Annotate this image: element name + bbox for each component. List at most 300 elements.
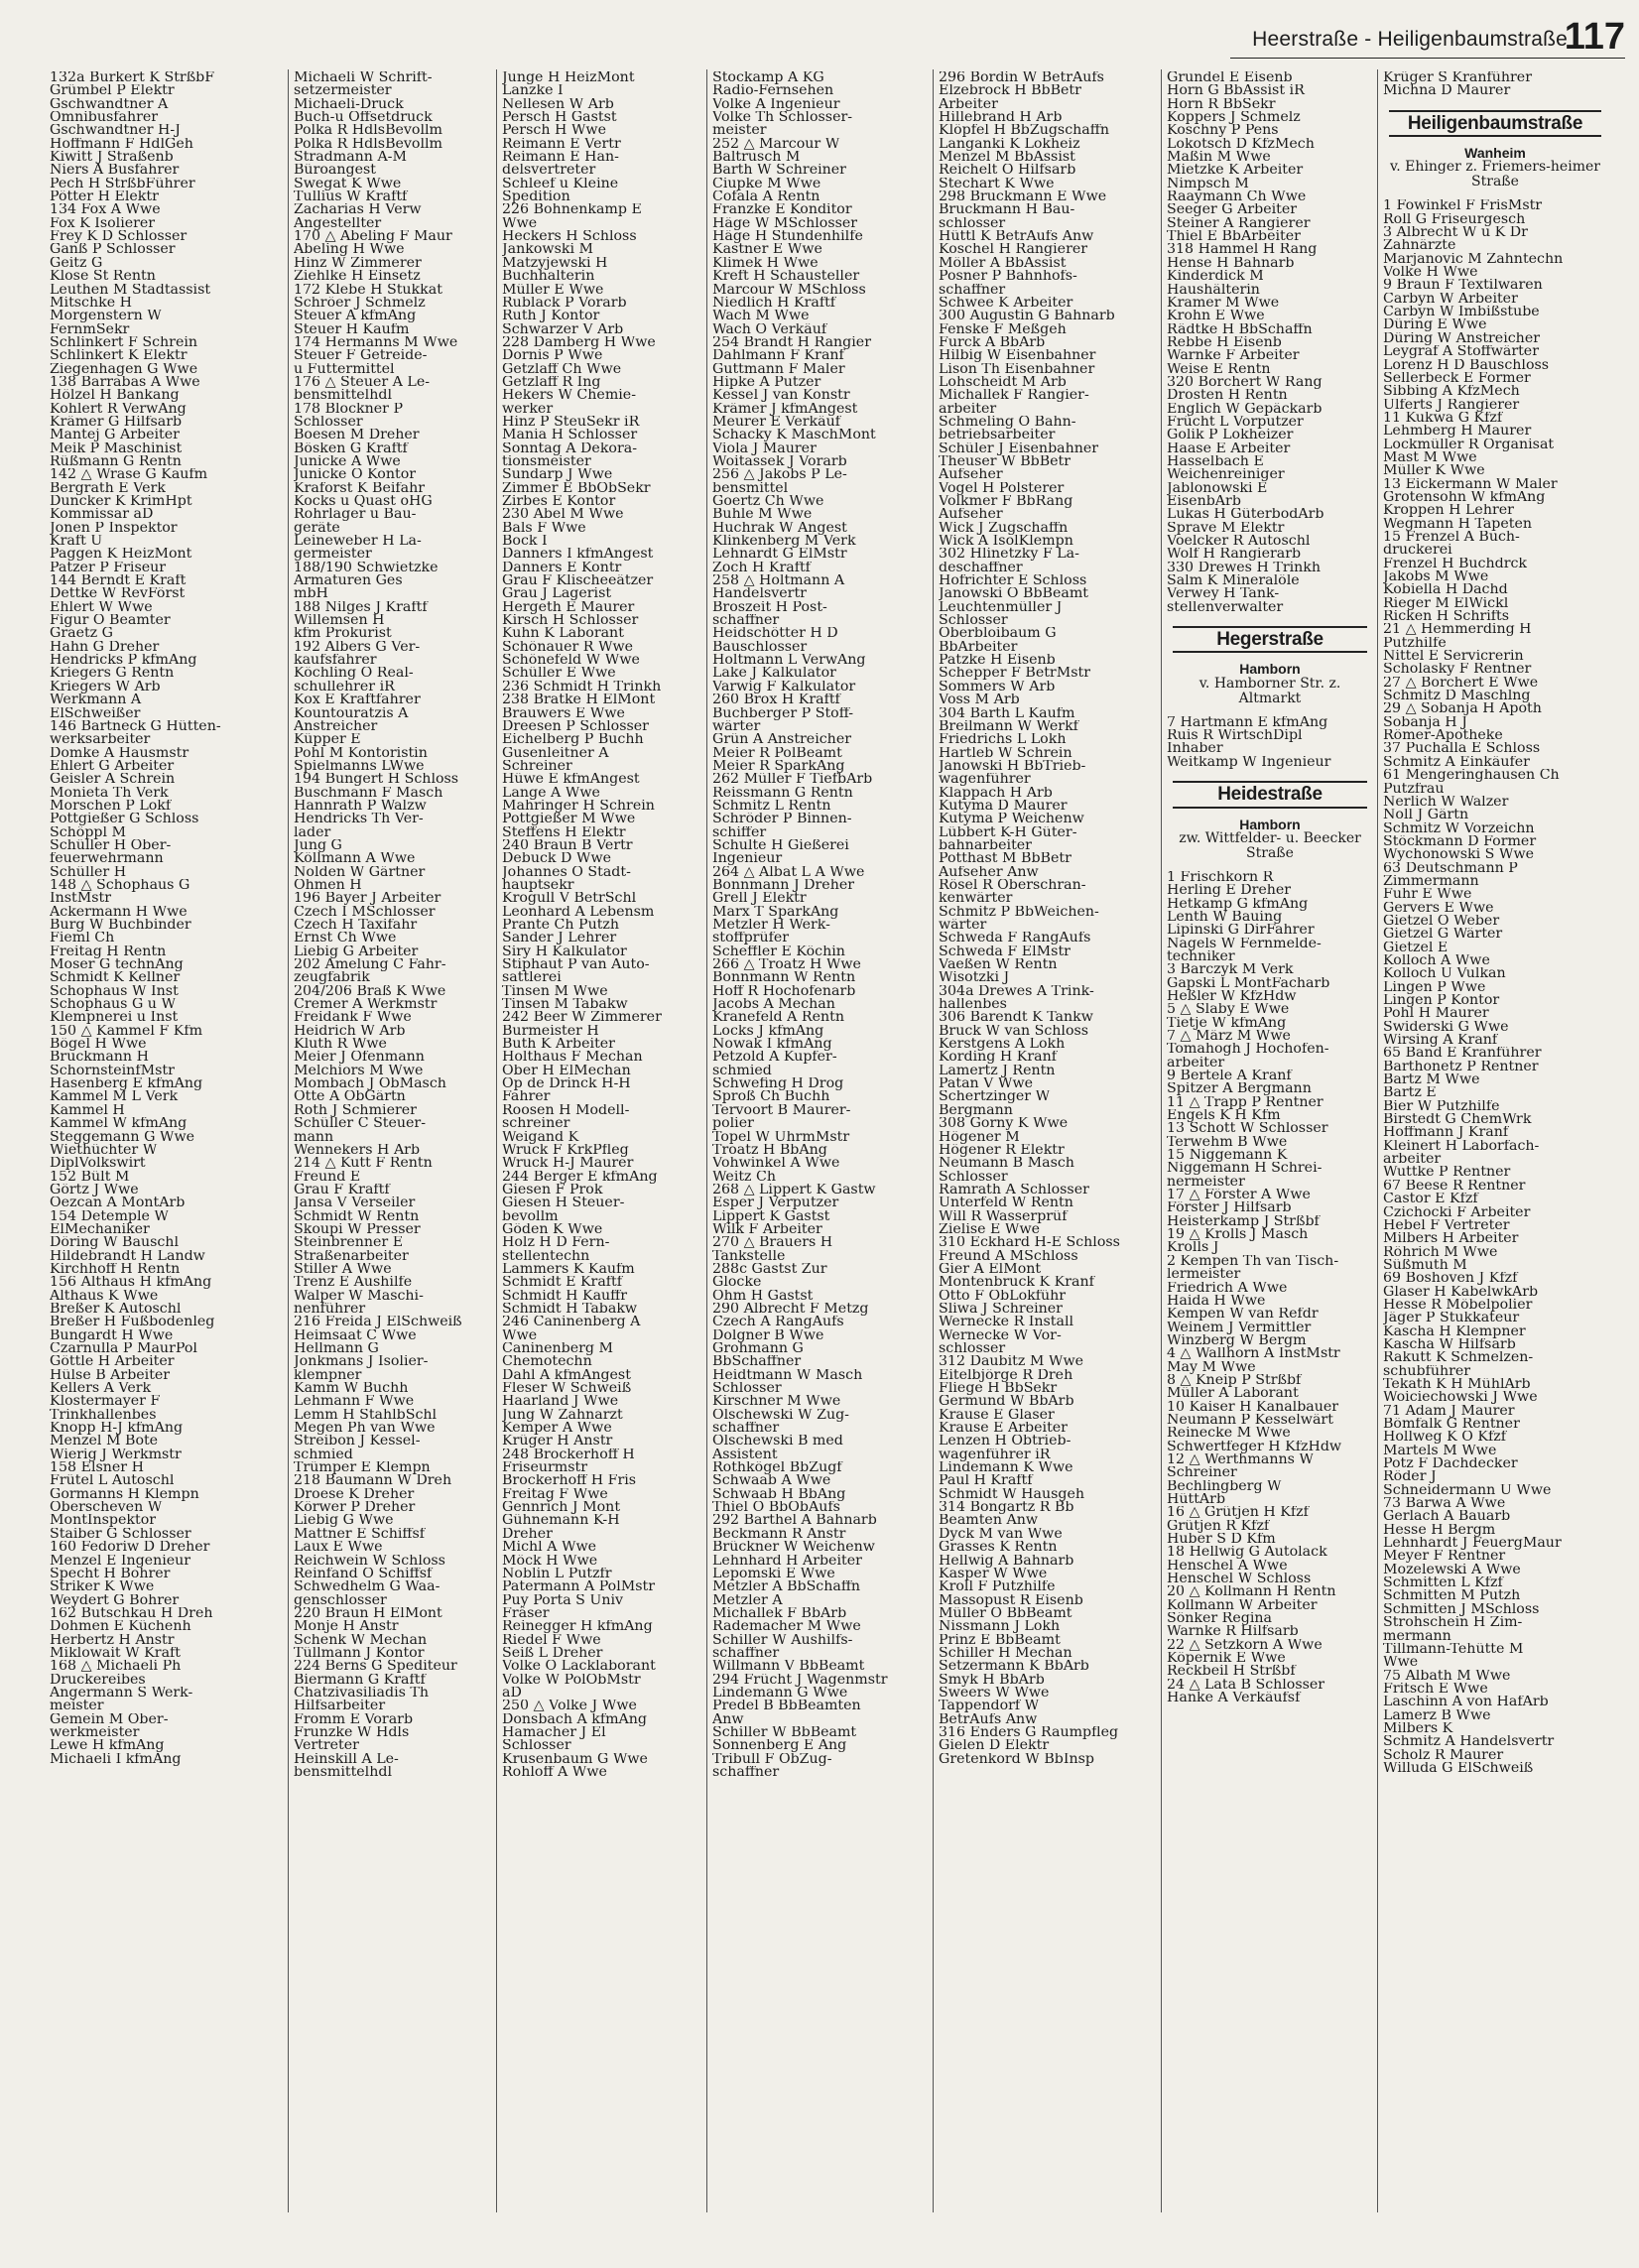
directory-entry: Klimek H Wwe bbox=[712, 256, 819, 271]
directory-entry: Neumann B Masch bbox=[939, 1157, 1074, 1171]
directory-entry: Kinderdick M bbox=[1167, 270, 1264, 284]
directory-entry: Mattner E Schiffsf bbox=[294, 1527, 426, 1542]
district-label: Wanheim bbox=[1464, 145, 1526, 162]
directory-entry: BbSchaffner bbox=[712, 1355, 802, 1369]
directory-entry: Lenzen H Obtrieb- bbox=[939, 1435, 1072, 1449]
directory-entry: Megen Ph van Wwe bbox=[294, 1422, 436, 1436]
directory-entry: 310 Eckhard H-E Schloss bbox=[939, 1236, 1120, 1250]
directory-entry: Ziegenhagen G Wwe bbox=[50, 362, 198, 376]
directory-entry: Lingen P Wwe bbox=[1383, 980, 1486, 994]
directory-entry: Rüßmann G Rentn bbox=[50, 454, 182, 469]
directory-entry: Gervers E Wwe bbox=[1383, 901, 1494, 915]
directory-entry: 9 Bertele A Kranf bbox=[1167, 1070, 1292, 1083]
page-header bbox=[0, 14, 1639, 65]
directory-entry: Getzlaff R Ing bbox=[502, 375, 601, 390]
directory-entry: schaffner bbox=[712, 1646, 780, 1661]
directory-entry: Dolgner B Wwe bbox=[712, 1328, 824, 1342]
directory-entry: Willemsen H bbox=[294, 614, 385, 628]
directory-entry: Viola J Maurer bbox=[712, 441, 817, 455]
directory-entry: 3 Barczyk M Verk bbox=[1167, 963, 1294, 977]
directory-entry: 69 Boshoven J Kfzf bbox=[1383, 1272, 1518, 1286]
directory-entry: Ehlert W Wwe bbox=[50, 600, 153, 615]
directory-entry: Kommissar aD bbox=[50, 508, 154, 522]
directory-entry: Gietzel G Wärter bbox=[1383, 928, 1503, 942]
directory-entry: 214 △ Kutt F Rentn bbox=[294, 1157, 433, 1171]
directory-entry: 67 Beese R Rentner bbox=[1383, 1179, 1526, 1194]
directory-entry: Trenz E Aushilfe bbox=[294, 1276, 413, 1290]
directory-entry: Reinegger H kfmAng bbox=[502, 1620, 653, 1634]
directory-entry: Danners I kfmAngest bbox=[502, 548, 654, 562]
directory-entry: Vertreter bbox=[294, 1739, 359, 1753]
directory-entry: Schöppl M bbox=[50, 825, 127, 839]
directory-column-1 bbox=[50, 71, 284, 1766]
directory-entry: Müller A Laborant bbox=[1167, 1387, 1299, 1401]
directory-entry: 138 Barrabas A Wwe bbox=[50, 375, 200, 390]
directory-entry: Aufseher bbox=[939, 508, 1003, 522]
directory-entry: Rohrlager u Bau- bbox=[294, 508, 417, 522]
directory-entry: Hendricks P kfmAng bbox=[50, 654, 197, 668]
directory-entry: Biermann G Kraftf bbox=[294, 1673, 426, 1687]
directory-entry: Friedrich A Wwe bbox=[1167, 1281, 1288, 1295]
directory-entry: Freitag H Rentn bbox=[50, 945, 167, 959]
directory-entry: Tinsen M Tabakw bbox=[502, 998, 628, 1012]
directory-entry: 266 △ Troatz H Wwe bbox=[712, 958, 861, 972]
directory-entry: 204/206 Braß K Wwe bbox=[294, 984, 446, 999]
directory-entry: Barth W Schreiner bbox=[712, 164, 846, 178]
directory-entry: Schlosser bbox=[294, 415, 363, 430]
directory-entry: Gielen D Elektr bbox=[939, 1739, 1050, 1753]
directory-entry: Förster J Hilfsarb bbox=[1167, 1201, 1292, 1215]
directory-entry: Ingenieur bbox=[712, 852, 783, 866]
directory-entry: Rösel R Oberschran- bbox=[939, 878, 1086, 893]
directory-entry: arbeiter bbox=[1167, 1056, 1225, 1070]
directory-entry: Klostermayer F bbox=[50, 1395, 161, 1409]
directory-entry: Boesen M Dreher bbox=[294, 429, 420, 442]
directory-entry: Hofrichter E Schloss bbox=[939, 574, 1087, 588]
directory-entry: Furck A BbArb bbox=[939, 335, 1046, 350]
directory-entry: Frütel L Autoschl bbox=[50, 1474, 175, 1488]
directory-entry: Römer-Apotheke bbox=[1383, 729, 1503, 743]
directory-entry: 61 Mengeringhausen Ch bbox=[1383, 769, 1560, 783]
directory-entry: 29 △ Sobanja H Apoth bbox=[1383, 702, 1542, 716]
directory-entry: Kolloch U Vulkan bbox=[1383, 967, 1506, 981]
directory-entry: Reinecke M Wwe bbox=[1167, 1427, 1291, 1441]
directory-entry: schaffner bbox=[712, 1422, 780, 1436]
directory-entry: Thiel O BbObAufs bbox=[712, 1501, 840, 1515]
directory-entry: Menzel M BbAssist bbox=[939, 151, 1075, 165]
directory-entry: 244 Berger E kfmAng bbox=[502, 1170, 658, 1184]
directory-entry: Göttle H Arbeiter bbox=[50, 1355, 175, 1369]
directory-entry: Hartleb W Schrein bbox=[939, 746, 1072, 760]
directory-entry: Grau F Klischeeätzer bbox=[502, 574, 654, 588]
directory-entry: Leuchtenmüller J bbox=[939, 600, 1063, 615]
directory-entry: Schröder P Binnen- bbox=[712, 813, 852, 826]
directory-entry: Tekath K H MühlArb bbox=[1383, 1377, 1531, 1392]
directory-entry: Kutyma D Maurer bbox=[939, 799, 1068, 814]
directory-entry: Weigand K bbox=[502, 1130, 579, 1144]
directory-entry: 142 △ Wrase G Kaufm bbox=[50, 468, 208, 482]
directory-entry: Sweers W Wwe bbox=[939, 1686, 1050, 1701]
directory-entry: Kirchhoff H Rentn bbox=[50, 1262, 181, 1277]
directory-entry: Swiderski G Wwe bbox=[1383, 1020, 1509, 1035]
directory-entry: Hamacher J El bbox=[502, 1725, 606, 1740]
directory-entry: Hoffmann J Kranf bbox=[1383, 1126, 1509, 1140]
directory-entry: 13 Eickermann W Maler bbox=[1383, 477, 1558, 491]
street-range: v. Ehinger z. Friemers-heimer Straße bbox=[1390, 159, 1600, 190]
directory-entry: Angestellter bbox=[294, 216, 382, 231]
directory-entry: Süßmuth M bbox=[1383, 1258, 1467, 1273]
directory-entry: Fahrer bbox=[502, 1090, 551, 1104]
directory-entry: Kirsch H Schlosser bbox=[502, 614, 639, 628]
directory-entry: 228 Damberg H Wwe bbox=[502, 335, 656, 350]
directory-entry: Rohloff A Wwe bbox=[502, 1766, 607, 1780]
directory-entry: Schmitz A Einkäufer bbox=[1383, 755, 1530, 770]
directory-entry: Schüller C Steuer- bbox=[294, 1117, 426, 1131]
directory-entry: 27 △ Borchert E Wwe bbox=[1383, 676, 1539, 691]
directory-entry: Meier R PolBeamt bbox=[712, 746, 842, 760]
directory-entry: Czichocki F Arbeiter bbox=[1383, 1205, 1531, 1219]
directory-entry: 172 Klebe H Stukkat bbox=[294, 283, 442, 297]
directory-entry: Putzfrau bbox=[1383, 782, 1445, 796]
directory-entry: Steuer H Kaufm bbox=[294, 322, 410, 336]
directory-entry: druckerei bbox=[1383, 544, 1452, 558]
directory-entry: Esper J Verputzer bbox=[712, 1197, 839, 1210]
directory-entry: Wwe bbox=[1383, 1656, 1419, 1670]
directory-entry: Gennrich J Mont bbox=[502, 1501, 621, 1515]
directory-entry: 178 Blockner P bbox=[294, 402, 404, 416]
directory-entry: Menzel M Bote bbox=[50, 1435, 159, 1449]
directory-entry: Fuhr E Wwe bbox=[1383, 888, 1472, 902]
directory-entry: Freitag F Wwe bbox=[502, 1487, 608, 1502]
directory-entry: Tietje W kfmAng bbox=[1167, 1016, 1287, 1030]
directory-entry: Milbers H Arbeiter bbox=[1383, 1232, 1519, 1246]
directory-entry: Frey K D Schlosser bbox=[50, 230, 188, 244]
directory-entry: lader bbox=[294, 825, 331, 839]
directory-entry: Grohmann G bbox=[712, 1342, 804, 1356]
directory-entry: Specht H Bohrer bbox=[50, 1567, 171, 1581]
directory-entry: Niggemann H Schrei- bbox=[1167, 1162, 1323, 1176]
directory-entry: Hüwe E kfmAngest bbox=[502, 773, 640, 787]
directory-entry: Weitz Ch bbox=[712, 1170, 777, 1184]
directory-entry: Unterfeld W Rentn bbox=[939, 1197, 1073, 1210]
directory-entry: Zimmermann bbox=[1383, 874, 1479, 889]
directory-entry: Nimpsch M bbox=[1167, 177, 1249, 191]
directory-entry: Rublack P Vorarb bbox=[502, 296, 627, 311]
directory-entry: delsvertreter bbox=[502, 164, 596, 178]
directory-entry: HüttArb bbox=[1167, 1493, 1226, 1507]
directory-entry: Küpper E bbox=[294, 733, 361, 747]
directory-entry: Bier W Putzhilfe bbox=[1383, 1099, 1500, 1114]
directory-entry: Köchling O Real- bbox=[294, 667, 414, 681]
column-divider bbox=[1161, 69, 1162, 2212]
directory-entry: Potthast M BbBetr bbox=[939, 852, 1072, 866]
directory-entry: Spitzer A Bergmann bbox=[1167, 1082, 1312, 1096]
directory-entry: Schwaab H BbAng bbox=[712, 1487, 846, 1502]
directory-entry: Frücht L Vorputzer bbox=[1167, 415, 1304, 430]
directory-entry: Swegat K Wwe bbox=[294, 177, 402, 191]
directory-entry: Caninenberg M bbox=[502, 1342, 614, 1356]
column-divider bbox=[706, 69, 707, 2212]
directory-entry: Will R Wasserprüf bbox=[939, 1209, 1068, 1223]
directory-entry: Hinz P SteuSekr iR bbox=[502, 415, 640, 430]
directory-entry: nenführer bbox=[294, 1302, 366, 1317]
directory-entry: Gapski L MontFacharb bbox=[1167, 976, 1330, 990]
directory-entry: Hannrath P Walzw bbox=[294, 799, 427, 814]
directory-entry: 316 Enders G Raumpfleg bbox=[939, 1725, 1119, 1740]
page-number: 117 bbox=[1564, 16, 1625, 58]
directory-entry: 15 Niggemann K bbox=[1167, 1149, 1288, 1163]
directory-entry: Strohschein H Zim- bbox=[1383, 1616, 1523, 1630]
directory-entry: Lippert K Gastst bbox=[712, 1209, 830, 1223]
directory-entry: Hendricks Th Ver- bbox=[294, 813, 424, 826]
directory-entry: Kirschner M Wwe bbox=[712, 1395, 841, 1409]
directory-entry: 162 Butschkau H Dreh bbox=[50, 1606, 213, 1621]
directory-entry: Wernecke R Install bbox=[939, 1316, 1074, 1329]
directory-entry: 13 Schott W Schlosser bbox=[1167, 1122, 1328, 1136]
directory-entry: Lepomski E Wwe bbox=[712, 1567, 835, 1581]
directory-entry: Henschel W Schloss bbox=[1167, 1573, 1312, 1586]
directory-entry: Roosen H Modell- bbox=[502, 1103, 630, 1118]
directory-entry: 156 Althaus H kfmAng bbox=[50, 1276, 212, 1290]
directory-entry: Krämer J kfmAngest bbox=[712, 402, 858, 416]
directory-entry: 306 Barendt K Tankw bbox=[939, 1011, 1093, 1025]
directory-entry: Vogel H Polsterer bbox=[939, 481, 1065, 495]
directory-column-6 bbox=[1167, 71, 1373, 1705]
directory-entry: 174 Hermanns M Wwe bbox=[294, 335, 458, 350]
directory-entry: Angermann S Werk- bbox=[50, 1686, 193, 1701]
directory-entry: Ruis R WirtschDipl bbox=[1167, 729, 1303, 743]
directory-entry: Scholasky F Rentner bbox=[1383, 663, 1532, 677]
directory-entry: Krause E Glaser bbox=[939, 1408, 1055, 1423]
directory-entry: Lipinski G DirFahrer bbox=[1167, 924, 1315, 938]
directory-entry: Holz H D Fern- bbox=[502, 1236, 610, 1250]
directory-entry: Dohmen E Küchenh bbox=[50, 1620, 191, 1634]
directory-entry: Bartz M Wwe bbox=[1383, 1073, 1480, 1087]
directory-entry: Laux E Wwe bbox=[294, 1541, 383, 1555]
directory-entry: schullehrer iR bbox=[294, 680, 395, 694]
directory-entry: Althaus K Wwe bbox=[50, 1289, 159, 1303]
directory-entry: 188 Nilges J Kraftf bbox=[294, 600, 428, 615]
directory-entry: 7 Hartmann E kfmAng bbox=[1167, 715, 1328, 730]
directory-entry: 298 Bruckmann E Wwe bbox=[939, 190, 1107, 204]
directory-entry: Dettke W RevFörst bbox=[50, 587, 186, 601]
directory-entry: 202 Amelung C Fahr- bbox=[294, 958, 446, 972]
directory-entry: Fliege H BbSekr bbox=[939, 1382, 1058, 1396]
directory-entry: Schiller W Aushilfs- bbox=[712, 1633, 853, 1647]
directory-entry: Bonnmann J Dreher bbox=[712, 878, 855, 893]
directory-entry: Stockamp A KG bbox=[712, 71, 824, 85]
directory-entry: ElSchweißer bbox=[50, 706, 141, 720]
directory-entry: Melchiors M Wwe bbox=[294, 1064, 424, 1078]
directory-entry: Rakutt K Schmelzen- bbox=[1383, 1351, 1534, 1365]
directory-entry: Kriegers G Rentn bbox=[50, 667, 175, 681]
directory-entry: Niedlich H Kraftf bbox=[712, 296, 836, 311]
directory-entry: Omnibusfahrer bbox=[50, 111, 159, 125]
directory-entry: stoffprüfer bbox=[712, 932, 790, 945]
directory-entry: Lehmberg H Maurer bbox=[1383, 425, 1532, 439]
directory-entry: hauptsekr bbox=[502, 878, 574, 893]
directory-entry: Klappach H Arb bbox=[939, 786, 1053, 800]
directory-entry: wagenführer iR bbox=[939, 1448, 1051, 1462]
directory-entry: Carbyn W Arbeiter bbox=[1383, 292, 1518, 307]
directory-entry: Junge H HeizMont bbox=[502, 71, 635, 85]
directory-entry: Schüller H Ober- bbox=[50, 838, 172, 853]
directory-entry: InstMstr bbox=[50, 892, 112, 906]
directory-entry: Bruck W van Schloss bbox=[939, 1024, 1089, 1039]
directory-entry: Voelcker R Autoschl bbox=[1167, 535, 1311, 549]
directory-entry: Koppers J Schmelz bbox=[1167, 111, 1301, 125]
directory-entry: Czech H Taxifahr bbox=[294, 919, 418, 933]
directory-entry: Kountouratzis A bbox=[294, 706, 409, 720]
directory-entry: Ohmen H bbox=[294, 878, 362, 893]
directory-entry: Schmitten M Putzh bbox=[1383, 1589, 1521, 1603]
directory-entry: Walper W Maschi- bbox=[294, 1289, 424, 1303]
directory-entry: Holtmann L VerwAng bbox=[712, 654, 866, 668]
directory-entry: 194 Bungert H Schloss bbox=[294, 773, 459, 787]
directory-entry: Düring W Anstreicher bbox=[1383, 331, 1540, 346]
directory-entry: Schmeling O Bahn- bbox=[939, 415, 1076, 430]
directory-entry: mbH bbox=[294, 587, 328, 601]
directory-entry: Schreiner bbox=[502, 759, 572, 774]
directory-entry: Danners E Kontr bbox=[502, 561, 622, 575]
directory-entry: schaffner bbox=[712, 614, 780, 628]
directory-entry: Krohn E Wwe bbox=[1167, 310, 1265, 323]
directory-entry: arbeiter bbox=[939, 402, 997, 416]
district-label: Hamborn bbox=[1239, 661, 1301, 678]
directory-entry: Hasselbach E bbox=[1167, 454, 1264, 469]
directory-entry: Breßer H Fußbodenleg bbox=[50, 1316, 215, 1329]
directory-entry: Morschen P Lokf bbox=[50, 799, 172, 814]
directory-entry: Woiciechowski J Wwe bbox=[1383, 1391, 1538, 1405]
directory-entry: 176 △ Steuer A Le- bbox=[294, 375, 431, 390]
directory-entry: Wick A IsolKlempn bbox=[939, 535, 1073, 549]
directory-entry: Wisotzki J bbox=[939, 971, 1010, 985]
directory-entry: Glocke bbox=[712, 1276, 762, 1290]
directory-entry: Hinz W Zimmerer bbox=[294, 256, 422, 271]
directory-entry: Locks J kfmAng bbox=[712, 1024, 824, 1039]
directory-entry: Schmidt W Rentn bbox=[294, 1209, 420, 1223]
directory-entry: 302 Hlinetzky F La- bbox=[939, 548, 1079, 562]
directory-entry: 240 Braun B Vertr bbox=[502, 838, 633, 853]
directory-entry: arbeiter bbox=[1383, 1153, 1442, 1167]
directory-entry: Johannes O Stadt- bbox=[502, 865, 631, 879]
directory-entry: Sellerbeck E Former bbox=[1383, 371, 1531, 386]
directory-entry: Holthaus F Mechan bbox=[502, 1051, 643, 1065]
directory-entry: 238 Bratke H ElMont bbox=[502, 693, 656, 707]
directory-entry: Oberbloibaum G bbox=[939, 627, 1057, 641]
directory-entry: Tullius W Kraftf bbox=[294, 190, 408, 204]
directory-entry: Rademacher M Wwe bbox=[712, 1620, 861, 1634]
directory-entry: Hoffmann F HdlGeh bbox=[50, 137, 193, 152]
directory-entry: Fenske F Meßgeh bbox=[939, 322, 1067, 336]
directory-entry: Laschinn A von HafArb bbox=[1383, 1696, 1549, 1709]
directory-entry: Kohlert R VerwAng bbox=[50, 402, 187, 416]
directory-entry: 160 Fedoriw D Dreher bbox=[50, 1541, 210, 1555]
directory-entry: Sliwa J Schreiner bbox=[939, 1302, 1063, 1317]
street-heading-hegerstrasse: Hegerstraße bbox=[1173, 626, 1367, 653]
directory-entry: Kascha W Hilfsarb bbox=[1383, 1337, 1516, 1352]
directory-entry: Pohl M Kontoristin bbox=[294, 746, 428, 760]
directory-entry: Beamten Anw bbox=[939, 1514, 1039, 1528]
directory-entry: 15 Frenzel A Buch- bbox=[1383, 530, 1520, 545]
directory-entry: Zirbes E Kontor bbox=[502, 495, 616, 509]
directory-entry: Köllmann A Wwe bbox=[294, 852, 416, 866]
directory-entry: Bergrath E Verk bbox=[50, 481, 166, 495]
directory-entry: Nolden W Gärtner bbox=[294, 865, 426, 879]
directory-entry: Kempen W van Refdr bbox=[1167, 1308, 1319, 1322]
column-divider bbox=[288, 69, 289, 2212]
directory-entry: Brauwers E Wwe bbox=[502, 706, 625, 720]
directory-entry: Troatz H BbAng bbox=[712, 1143, 827, 1158]
directory-entry: Kroppen H Lehrer bbox=[1383, 504, 1514, 518]
directory-entry: Buchhalterin bbox=[502, 270, 595, 284]
directory-entry: Dahlmann F Kranf bbox=[712, 349, 844, 363]
directory-entry: Müller E Wwe bbox=[502, 283, 604, 297]
directory-entry: Schmidt W Hausgeh bbox=[939, 1487, 1085, 1502]
directory-entry: Koschel H Rangierer bbox=[939, 243, 1088, 257]
street-range: zw. Wittfelder- u. Beecker Straße bbox=[1179, 829, 1361, 861]
directory-entry: Gietzel O Weber bbox=[1383, 914, 1500, 929]
directory-entry: Milbers K bbox=[1383, 1721, 1453, 1736]
directory-entry: Miklowait W Kraft bbox=[50, 1646, 181, 1661]
directory-entry: Skoupi W Presser bbox=[294, 1222, 421, 1237]
directory-entry: aD bbox=[502, 1686, 522, 1701]
directory-entry: Nellesen W Arb bbox=[502, 97, 614, 112]
street-range: v. Hamborner Str. z. Altmarkt bbox=[1198, 675, 1341, 706]
directory-entry: 264 △ Albat L A Wwe bbox=[712, 865, 865, 879]
directory-entry: Michna D Maurer bbox=[1383, 84, 1511, 98]
directory-entry: Marjanovic M Zahntechn bbox=[1383, 252, 1564, 267]
directory-entry: 9 Braun F Textilwaren bbox=[1383, 279, 1543, 293]
directory-entry: Müller K Wwe bbox=[1383, 464, 1485, 478]
column-divider bbox=[933, 69, 934, 2212]
directory-entry: Steggemann G Wwe bbox=[50, 1130, 195, 1144]
directory-entry: Siry H Kalkulator bbox=[502, 945, 627, 959]
directory-entry: Willmann V BbBeamt bbox=[712, 1660, 865, 1674]
directory-entry: Streibon J Kessel- bbox=[294, 1435, 421, 1449]
directory-entry: Köpernik E Wwe bbox=[1167, 1652, 1286, 1666]
directory-entry: 1 Fowinkel F FrisMstr bbox=[1383, 199, 1543, 213]
directory-entry: Gormanns H Klempn bbox=[50, 1487, 199, 1502]
directory-entry: Figur O Beamter bbox=[50, 614, 171, 628]
directory-entry: Wwe bbox=[502, 1328, 538, 1342]
directory-entry: 3 Albrecht W u K Dr bbox=[1383, 226, 1528, 240]
directory-entry: Riedel F Wwe bbox=[502, 1633, 601, 1647]
directory-entry: bensmittelhdl bbox=[294, 389, 392, 403]
directory-entry: werkmeister bbox=[50, 1725, 140, 1740]
directory-entry: Kessel J van Konstr bbox=[712, 389, 850, 403]
directory-entry: Mietzke K Arbeiter bbox=[1167, 164, 1304, 178]
directory-entry: Patan V Wwe bbox=[939, 1077, 1034, 1091]
directory-entry: Aufseher bbox=[939, 468, 1003, 482]
directory-entry: Otte A ObGärtn bbox=[294, 1090, 406, 1104]
directory-entry: Roll G Friseurgesch bbox=[1383, 212, 1526, 227]
directory-entry: Bögel H Wwe bbox=[50, 1038, 147, 1052]
directory-entry: Tinsen M Wwe bbox=[502, 984, 608, 999]
directory-entry: Hipke A Putzer bbox=[712, 375, 821, 390]
directory-entry: Schlinkert K Elektr bbox=[50, 349, 188, 363]
directory-entry: Liebig G Wwe bbox=[294, 1514, 394, 1528]
directory-entry: werker bbox=[502, 402, 554, 416]
directory-entry: Freund E bbox=[294, 1170, 361, 1184]
directory-entry: Jäger P Stukkateur bbox=[1383, 1312, 1520, 1325]
directory-entry: 18 Hellwig G Autolack bbox=[1167, 1546, 1327, 1560]
directory-entry: Schophaus G u W bbox=[50, 998, 177, 1012]
directory-entry: Bock I bbox=[502, 535, 548, 549]
directory-entry: Metzler H Werk- bbox=[712, 919, 830, 933]
directory-entry: Wychonowski S Wwe bbox=[1383, 848, 1535, 862]
directory-entry: Lübbert K-H Güter- bbox=[939, 825, 1077, 839]
